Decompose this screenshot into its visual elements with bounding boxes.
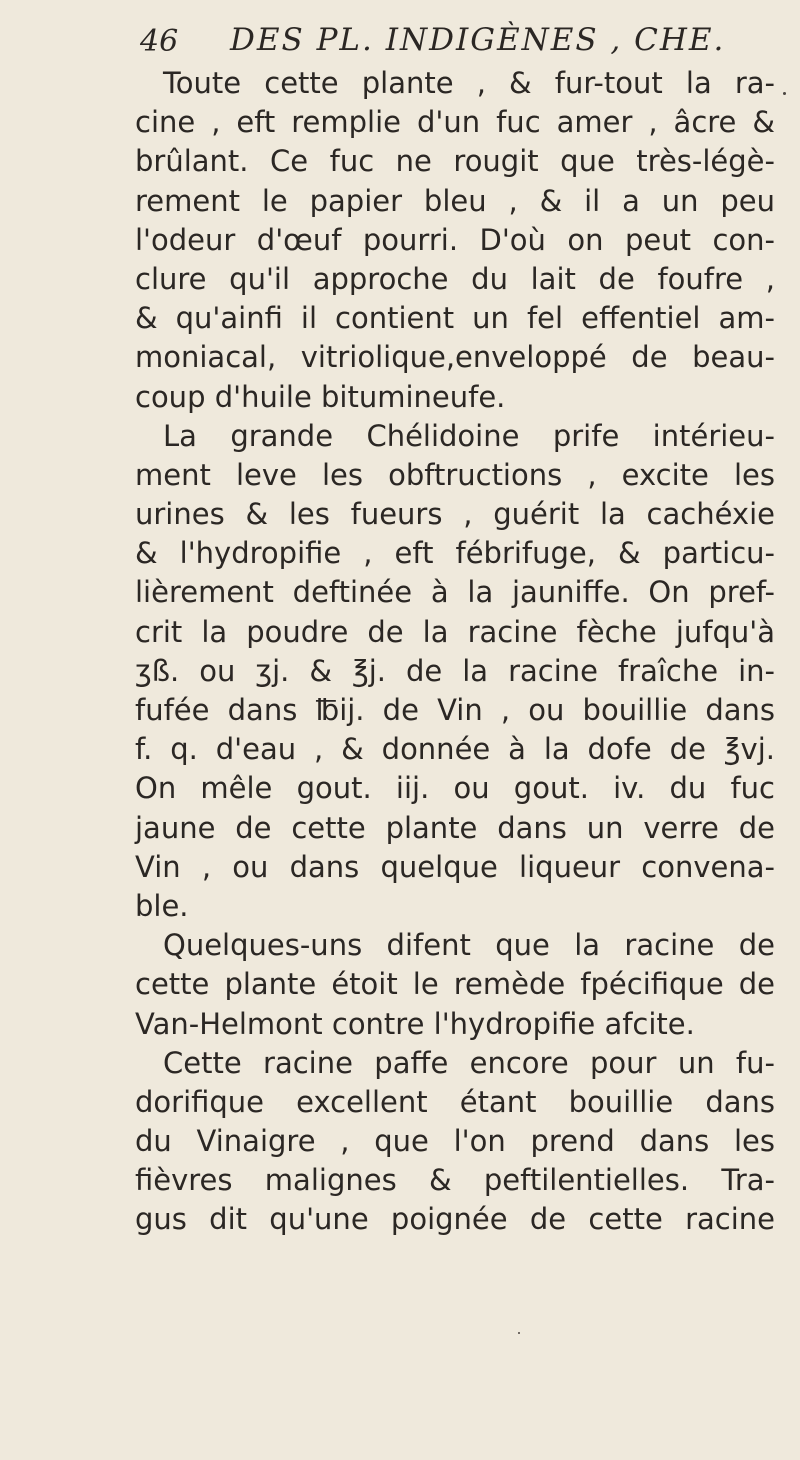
text-line: ble.	[135, 888, 189, 923]
text-line: cine , eft remplie d'un fuc amer , âcre &	[135, 105, 775, 140]
text-line: Toute cette plante , & fur-tout la ra-	[163, 66, 775, 100]
running-title: DES PL. INDIGÈNES , CHE.	[230, 22, 726, 58]
text-line: du Vinaigre , que l'on prend dans les	[135, 1124, 775, 1159]
text-line: On mêle gout. iij. ou gout. iv. du fuc	[135, 771, 775, 806]
text-line: gus dit qu'une poignée de cette racine	[135, 1202, 775, 1237]
text-line: & l'hydropifie , eft fébrifuge, & particu-	[135, 536, 775, 571]
text-line: Cette racine paffe encore pour un fu-	[163, 1045, 775, 1080]
text-line: La grande Chélidoine prife intérieu-	[163, 418, 775, 453]
text-line: & qu'ainfi il contient un fel effentiel am-	[135, 301, 775, 336]
body-text	[135, 64, 775, 1240]
text-line: Vin , ou dans quelque liqueur convena-	[135, 849, 775, 884]
text-line: cette plante étoit le remède fpécifique de	[135, 967, 775, 1002]
text-line: fufée dans ℔ij. de Vin , ou bouillie dans	[135, 693, 775, 727]
text-line: Van-Helmont contre l'hydropifie afcite.	[135, 1006, 695, 1041]
ink-speck	[518, 1332, 520, 1334]
text-line: crit la poudre de la racine fèche jufqu'à	[135, 614, 775, 649]
text-line: clure qu'il approche du lait de foufre ,	[135, 261, 775, 296]
text-line: brûlant. Ce fuc ne rougit que très-légè-	[135, 144, 775, 179]
ink-speck	[783, 92, 786, 95]
text-line: urines & les fueurs , guérit la cachéxie	[135, 497, 775, 532]
text-line: ʒß. ou ʒj. & ℥j. de la racine fraîche in-	[135, 653, 775, 688]
text-line: rement le papier bleu , & il a un peu	[135, 183, 775, 218]
text-line: f. q. d'eau , & donnée à la dofe de ℥vj.	[135, 732, 775, 767]
text-line: ment leve les obftructions , excite les	[135, 457, 775, 492]
page-number: 46	[140, 24, 179, 59]
text-line: coup d'huile bitumineufe.	[135, 379, 506, 414]
text-line: Quelques-uns difent que la racine de	[163, 928, 775, 963]
text-line: jaune de cette plante dans un verre de	[135, 810, 775, 845]
text-line: lièrement deftinée à la jauniffe. On pref-	[135, 575, 775, 610]
text-line: l'odeur d'œuf pourri. D'où on peut con-	[135, 222, 775, 257]
text-line: fièvres malignes & peftilentielles. Tra-	[135, 1163, 775, 1198]
text-line: dorifique excellent étant bouillie dans	[135, 1084, 775, 1119]
text-line: moniacal, vitriolique,enveloppé de beau-	[135, 340, 775, 375]
